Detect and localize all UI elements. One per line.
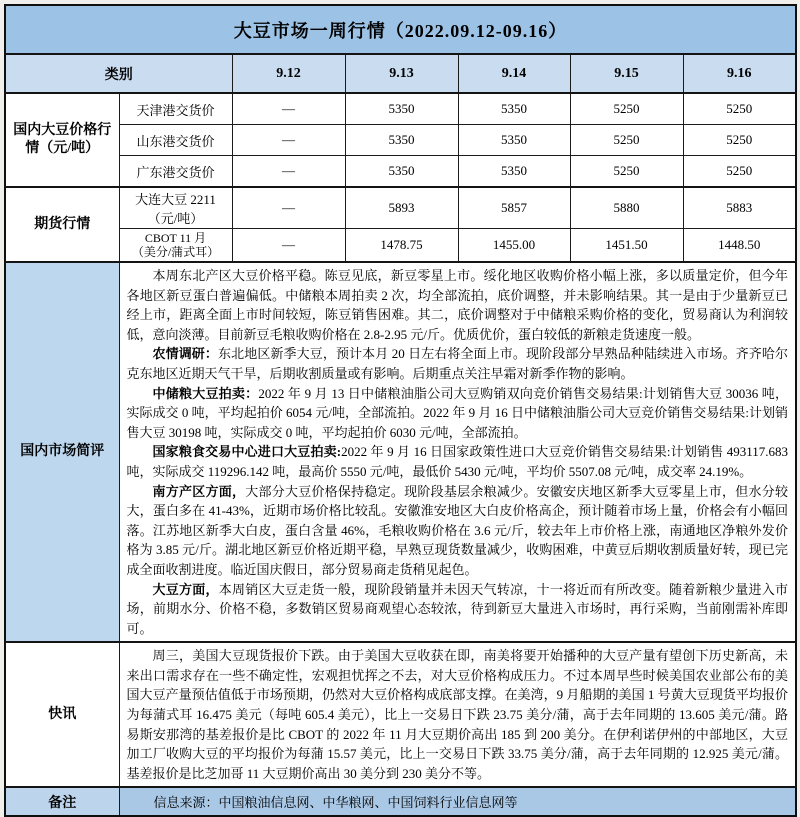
section-label-futures: 期货行情 — [5, 187, 119, 262]
price-cell: 5350 — [458, 125, 570, 156]
commentary-paragraph — [127, 344, 789, 383]
price-cell: 5350 — [458, 93, 570, 125]
price-cell: — — [232, 187, 345, 229]
news-paragraph — [127, 646, 789, 783]
table-row — [5, 125, 796, 156]
price-cell: 5350 — [345, 125, 458, 156]
row-label-dalian — [119, 187, 232, 229]
row-label-line1: CBOT 11 月 — [144, 231, 207, 245]
row-label-line2: （元/吨） — [147, 211, 204, 226]
category-header: 类别 — [5, 54, 232, 93]
price-cell: — — [232, 125, 345, 156]
commentary-text — [119, 262, 796, 642]
date-header: 9.16 — [683, 54, 796, 93]
commentary-paragraph — [127, 482, 789, 580]
paragraph-text: 2022 年 9 月 13 日中储粮油脂公司大豆购销双向竞价销售交易结果:计划销售大豆 30036 吨，实际成交 0 吨，平均起拍价 6054 元/吨，全部流拍。2022 年 9 月 16 日中储粮油脂公司大豆竞价销售交易结果:计划销售大豆 30198 吨，实际成交 0 吨，平均起拍价 6030 元/吨，全部流拍。 — [126, 385, 788, 440]
paragraph-text: 2022 年 9 月 16 日国家政策性进口大豆竞价销售交易结果:计划销售 493117.683 吨，实际成交 119296.142 吨，最高价 5550 元/吨，最低价 5430 元/吨，平均价 5507.08 元/吨，成交率 24.19%。 — [126, 444, 788, 479]
price-cell: 1448.50 — [683, 229, 796, 263]
row-label-tianjin: 天津港交货价 — [119, 93, 232, 125]
price-cell: 5350 — [345, 156, 458, 188]
price-cell: 5880 — [570, 187, 683, 229]
date-header: 9.15 — [570, 54, 683, 93]
news-row — [5, 642, 796, 787]
paragraph-text: 本周销区大豆走货一般，现阶段销量并未因天气转凉，十一将近而有所改变。随着新粮少量进入市场，前期水分、价格不稳，多数销区贸易商观望心态较浓，待到新豆大量进入市场时，再行采购，当前刚需补库即可。 — [126, 581, 788, 636]
news-text — [119, 642, 796, 787]
price-cell: 5250 — [570, 93, 683, 125]
commentary-paragraph — [127, 266, 789, 344]
price-cell: — — [232, 93, 345, 125]
price-cell: 1478.75 — [345, 229, 458, 263]
page-title: 大豆市场一周行情（2022.09.12-09.16） — [5, 5, 796, 54]
commentary-paragraph — [127, 442, 789, 481]
commentary-paragraph — [127, 384, 789, 443]
row-label-cbot — [119, 229, 232, 263]
row-label-shandong: 山东港交货价 — [119, 125, 232, 156]
paragraph-text: 东北地区新季大豆，预计本月 20 日左右将全面上市。现阶段部分早熟品种陆续进入市场。齐齐哈尔克东地区近期天气干旱，后期收割质量或有影响。后期重点关注早霜对新季作物的影响。 — [126, 346, 788, 381]
price-cell: 5250 — [570, 125, 683, 156]
row-label-line2: （美分/蒲式耳） — [131, 245, 220, 259]
date-header: 9.13 — [345, 54, 458, 93]
price-cell: 5250 — [570, 156, 683, 188]
paragraph-lead: 南方产区方面， — [152, 483, 246, 499]
row-label-line1: 大连大豆 2211 — [135, 192, 216, 207]
table-row — [5, 93, 796, 125]
paragraph-lead: 中储粮大豆拍卖： — [152, 385, 259, 401]
title-row — [5, 5, 796, 54]
table-row — [5, 156, 796, 188]
price-cell: 5857 — [458, 187, 570, 229]
paragraph-lead: 农情调研： — [152, 346, 219, 362]
date-header: 9.14 — [458, 54, 570, 93]
table-row — [5, 229, 796, 263]
date-header-row — [5, 54, 796, 93]
paragraph-lead: 大豆方面， — [152, 581, 219, 597]
section-label-domestic: 国内大豆价格行情（元/吨） — [5, 93, 119, 187]
paragraph-text: 大部分大豆价格保持稳定。现阶段基层余粮减少。安徽安庆地区新季大豆零星上市，但水分较大，蛋白多在 41-43%，近期市场价格比较乱。安徽淮安地区大白皮价格高企，预计随着市场上量，价格会有小幅回落。江苏地区新季大白皮，蛋白含量 46%，毛粮收购价格在 3.6 元/斤，较去年上市价格上涨，南通地区净粮外发价格为 3.85 元/斤。湖北地区新豆价格近期平稳，早熟豆现货数量减少，收购困难，中黄豆后期收割质量好转，现已完成全面收割进度。临近国庆假日，部分贸易商走货稍见起色。 — [126, 483, 788, 577]
price-cell: — — [232, 156, 345, 188]
price-cell: 5350 — [345, 93, 458, 125]
price-cell: — — [232, 229, 345, 263]
paragraph-text: 周三，美国大豆现货报价下跌。由于美国大豆收获在即，南美将要开始播种的大豆产量有望创下历史新高，未来出口需求存在一些不确定性，宏观担忧挥之不去，对大豆价格构成压力。不过本周早些时候美国农业部公布的美国大豆产量预估值低于市场预期，仍然对大豆价格构成底部支撑。在美湾，9 月船期的美国 1 号黄大豆现货平均报价为每蒲式耳 16.475 美元（每吨 605.4 美元），比上一交易日下跌 23.75 美分/蒲，高于去年同期的 13.605 美元/蒲。路易斯安那湾的基差报价是比 CBOT 的 2022 年 11 月大豆期价高出 185 到 200 美分。在伊利诺伊州的中部地区，大豆加工厂收购大豆的平均报价为每蒲 15.57 美元，比上一交易日下跌 33.75 美分/蒲，高于去年同期的 12.925 美元/蒲。基差报价是比芝加哥 11 大豆期价高出 30 美分到 230 美分不等。 — [126, 648, 788, 781]
price-cell: 5883 — [683, 187, 796, 229]
commentary-row — [5, 262, 796, 642]
price-cell: 1455.00 — [458, 229, 570, 263]
row-label-guangdong: 广东港交货价 — [119, 156, 232, 188]
remark-text: 信息来源：中国粮油信息网、中华粮网、中国饲料行业信息网等 — [119, 787, 796, 816]
price-cell: 5250 — [683, 156, 796, 188]
price-cell: 5250 — [683, 125, 796, 156]
soybean-market-table — [4, 4, 795, 817]
price-cell: 5250 — [683, 93, 796, 125]
paragraph-text: 本周东北产区大豆价格平稳。陈豆见底，新豆零星上市。绥化地区收购价格小幅上涨，多以质量定价，但今年各地区新豆蛋白普遍偏低。中储粮本周拍卖 2 次，均全部流拍，底价调整，并未影响结果。其一是由于少量新豆已经上市，距离全面上市时间较短，陈豆销售困难。其二，底价调整对于中储粮采购价格的变化，贸易商认为利润较低，意向淡薄。目前新豆毛粮收购价格在 2.8-2.95 元/斤。优质优价，蛋白较低的新粮走货速度一般。 — [126, 268, 788, 342]
section-label-remark: 备注 — [5, 787, 119, 816]
section-label-commentary: 国内市场简评 — [5, 262, 119, 642]
section-label-news: 快讯 — [5, 642, 119, 787]
price-cell: 5350 — [458, 156, 570, 188]
table-row — [5, 187, 796, 229]
commentary-paragraph — [127, 580, 789, 639]
date-header: 9.12 — [232, 54, 345, 93]
paragraph-lead: 国家粮食交易中心进口大豆拍卖: — [152, 444, 342, 460]
remark-row — [5, 787, 796, 816]
price-cell: 5893 — [345, 187, 458, 229]
price-cell: 1451.50 — [570, 229, 683, 263]
